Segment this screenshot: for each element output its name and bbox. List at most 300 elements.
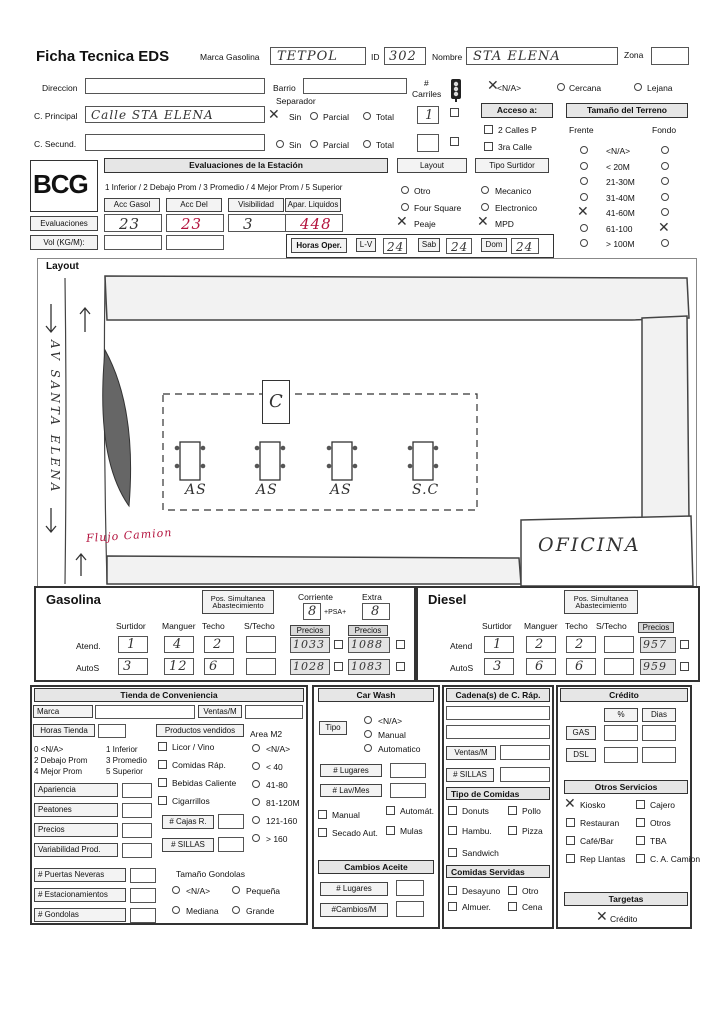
carwash-title: Car Wash (318, 688, 434, 702)
precio-extra-check[interactable] (396, 662, 405, 671)
tienda-count-label: # Gondolas (34, 908, 126, 922)
gas-atend-field[interactable] (164, 636, 194, 653)
tienda-area-label: < 40 (266, 762, 283, 772)
terreno-frente-radio[interactable] (580, 146, 588, 154)
sep2-parcial[interactable]: Parcial (323, 140, 349, 150)
precio-extra-value: 1083 (351, 660, 383, 673)
horas-label: Horas Oper. (291, 238, 347, 253)
diesel-autos-field[interactable] (484, 658, 514, 675)
pump-island (332, 442, 352, 480)
sep-parcial[interactable]: Parcial (323, 112, 349, 122)
surtidor-mec: Mecanico (495, 186, 532, 196)
corriente-field[interactable] (303, 603, 321, 620)
form-title: Ficha Tecnica EDS (36, 48, 170, 65)
diesel-precio-field[interactable] (640, 659, 676, 675)
terreno-fondo-radio[interactable] (661, 208, 669, 216)
eval-col-2: Visibilidad (228, 198, 284, 212)
pump-nozzle (434, 446, 439, 451)
terreno-frente-mark: ✕ (577, 204, 589, 220)
tienda-area-radio[interactable] (252, 816, 260, 824)
gas-atend-field[interactable] (246, 636, 276, 653)
gondola-radio[interactable] (232, 906, 240, 914)
terreno-fondo-radio[interactable] (661, 239, 669, 247)
tienda-attr-label: Precios (34, 823, 118, 837)
tienda-scale-item: 5 Superior (106, 767, 143, 776)
otros-label: Rep Llantas (580, 854, 626, 864)
layout-peaje-mark: ✕ (396, 214, 408, 230)
carwash-tipo-option: <N/A> (378, 716, 403, 726)
diesel-precio-check[interactable] (680, 662, 689, 671)
gas-atend-value: 1 (127, 637, 137, 652)
otros-label: C. A. Camion (650, 854, 701, 864)
gondola-radio[interactable] (232, 886, 240, 894)
pump-nozzle (353, 446, 358, 451)
tienda-attr-label: Apariencia (34, 783, 118, 797)
otros-check[interactable] (636, 800, 645, 809)
gondola-label: Mediana (186, 906, 219, 916)
proximity-cercana[interactable]: Cercana (569, 83, 602, 93)
gas-atend-field[interactable] (204, 636, 234, 653)
gondola-label: Grande (246, 906, 275, 916)
tienda-area-label: 81-120M (266, 798, 300, 808)
precio-extra-value: 1088 (351, 638, 383, 651)
aceite-cambios-field[interactable] (396, 901, 424, 917)
cadena-ventas-field[interactable] (500, 745, 550, 760)
gas-col-header: Manguer (162, 621, 196, 631)
credito-dsl-label: DSL (566, 748, 596, 762)
comida-tipo-check[interactable] (508, 806, 517, 815)
carriles2-field[interactable] (417, 134, 439, 152)
cadena-title: Cadena(s) de C. Ráp. (446, 688, 550, 702)
diesel-pos-sim: Pos. Simultanea Abastecimiento (564, 590, 638, 614)
credito-col-dias: Dias (642, 708, 676, 722)
nombre-label: Nombre (432, 52, 463, 62)
extra-label: Extra (362, 592, 382, 602)
pump-nozzle (327, 446, 332, 451)
gondola-radio[interactable] (172, 886, 180, 894)
otros-label: Restauran (580, 818, 620, 828)
tienda-count-field[interactable] (130, 888, 156, 903)
precio-extra-field[interactable] (348, 637, 390, 653)
tienda-count-field[interactable] (130, 868, 156, 883)
pump-nozzle (327, 464, 332, 469)
vol-field[interactable] (104, 235, 162, 250)
acceso-2calles: 2 Calles P (498, 125, 537, 135)
carwash-tipo-label: Tipo (319, 721, 347, 735)
otros-check[interactable] (636, 818, 645, 827)
diesel-col-header: Techo (565, 621, 588, 631)
tienda-prod-check[interactable] (158, 760, 167, 769)
tienda-attr-field[interactable] (122, 783, 152, 798)
cadena-sillas-label: # SILLAS (446, 768, 494, 782)
hours-sab-field[interactable] (446, 238, 472, 254)
credito-dsl-dias[interactable] (642, 747, 676, 763)
carwash-check[interactable] (386, 806, 395, 815)
diesel-autos-label: AutoS (450, 663, 474, 673)
aceite-lugares-field[interactable] (396, 880, 424, 896)
terreno-frente-radio[interactable] (580, 193, 588, 201)
tienda-prod-check[interactable] (158, 742, 167, 751)
gondola-label: Pequeña (246, 886, 281, 896)
parcial2-radio[interactable] (310, 140, 318, 148)
corriente-value: 8 (308, 604, 318, 619)
carwash-tipo-radio[interactable] (364, 716, 372, 724)
surtidor-elec-radio[interactable] (481, 203, 489, 211)
pump-nozzle (255, 446, 260, 451)
eval-col-0: Acc Gasol (104, 198, 160, 212)
sep-total[interactable]: Total (376, 112, 394, 122)
comidas-servidas-title: Comidas Servidas (446, 865, 550, 878)
pump-nozzle (175, 464, 180, 469)
otros-title: Otros Servicios (564, 780, 688, 794)
tienda-horas-field[interactable] (98, 724, 126, 738)
tienda-prod-label: Cigarrillos (172, 796, 210, 806)
carwash-lavmes-field[interactable] (390, 783, 426, 798)
total2-radio[interactable] (363, 140, 371, 148)
acceso-3calle: 3ra Calle (498, 142, 533, 152)
sep2-sin[interactable]: Sin (289, 140, 302, 150)
carwash-tipo-option: Manual (378, 730, 406, 740)
carwash-lugares-field[interactable] (390, 763, 426, 778)
day-sab: Sab (418, 238, 440, 252)
surtidor-elec: Electronico (495, 203, 538, 213)
terreno-fondo-radio[interactable] (661, 177, 669, 185)
precio-corriente-field[interactable] (290, 659, 330, 675)
aceite-title: Cambios Aceite (318, 860, 434, 874)
diesel-col-header: Precios (638, 622, 674, 633)
comida-tipo-label: Sandwich (462, 848, 499, 858)
gas-autos-field[interactable] (204, 658, 234, 675)
layout-button[interactable]: Layout (397, 158, 467, 173)
comida-servida-label: Otro (522, 886, 539, 896)
pump-nozzle (281, 464, 286, 469)
gas-autos-value: 6 (209, 659, 219, 674)
tienda-count-field[interactable] (130, 908, 156, 923)
hours-lv-field[interactable] (383, 238, 407, 254)
otros-check[interactable] (636, 836, 645, 845)
terreno-title: Tamaño del Terreno (566, 103, 688, 118)
tarjeta-label: Crédito (610, 914, 638, 924)
sep2-total[interactable]: Total (376, 140, 394, 150)
aceite-cambios-label: #Cambios/M (320, 903, 388, 917)
tienda-area-radio[interactable] (252, 780, 260, 788)
tienda-attr-field[interactable] (122, 823, 152, 838)
terreno-fondo-radio[interactable] (661, 193, 669, 201)
tienda-cajas-field[interactable] (218, 814, 244, 829)
total-radio[interactable] (363, 112, 371, 120)
eval-field-0[interactable] (104, 214, 162, 232)
eval-field-2[interactable] (228, 214, 286, 232)
tienda-scale-item: 0 <N/A> (34, 745, 64, 754)
tienda-area-label: <N/A> (266, 744, 291, 754)
diesel-atend-field[interactable] (484, 636, 514, 653)
tienda-area-label: 121-160 (266, 816, 298, 826)
tienda-cajas-label: # Cajas R. (162, 815, 214, 829)
parcial-radio[interactable] (310, 112, 318, 120)
tienda-attr-field[interactable] (122, 803, 152, 818)
proximity-lejana[interactable]: Lejana (647, 83, 673, 93)
na-proximity-mark: ✕ (487, 78, 499, 94)
carwash-tipo-radio[interactable] (364, 730, 372, 738)
diesel-atend-field[interactable] (526, 636, 556, 653)
barrio-label: Barrio (273, 83, 296, 93)
tienda-ventas-field[interactable] (245, 705, 303, 719)
diesel-col-header: Surtidor (482, 621, 512, 631)
tienda-scale-item: 4 Mejor Prom (34, 767, 83, 776)
traffic-light-icon (447, 78, 465, 102)
comida-tipo-check[interactable] (448, 826, 457, 835)
cadena-sillas-field[interactable] (500, 767, 550, 782)
cprincipal-field[interactable] (85, 106, 265, 123)
terreno-frente-radio[interactable] (580, 162, 588, 170)
credito-title: Crédito (560, 688, 688, 702)
tienda-scale-item: 2 Debajo Prom (34, 756, 88, 765)
surtidor-mpd: MPD (495, 219, 514, 229)
carwash-check[interactable] (318, 810, 327, 819)
tienda-area-radio[interactable] (252, 744, 260, 752)
pump-nozzle (353, 464, 358, 469)
flow-note: Flujo Camion (85, 526, 173, 545)
pump-label: AS (330, 482, 352, 498)
gas-atend-value: 4 (173, 637, 183, 652)
tienda-area-radio[interactable] (252, 798, 260, 806)
tipo-comidas-title: Tipo de Comidas (446, 787, 550, 800)
credito-tarjeta-mark: ✕ (596, 909, 608, 925)
terreno-row-label: < 20M (606, 161, 630, 172)
gas-autos-field[interactable] (118, 658, 148, 675)
tienda-prod-label: Licor / Vino (172, 742, 215, 752)
eval-field-3[interactable] (285, 214, 343, 232)
sin-mark: ✕ (268, 107, 280, 123)
otros-check[interactable] (566, 854, 575, 863)
productos-label: Productos vendidos (156, 724, 244, 737)
gas-atend-value: 2 (213, 637, 223, 652)
gas-autos-field[interactable] (164, 658, 194, 675)
gondolas-title: Tamaño Gondolas (176, 869, 245, 879)
credito-gas-pct[interactable] (604, 725, 638, 741)
diesel-precio-value: 957 (643, 638, 667, 651)
precio-corriente-check[interactable] (334, 640, 343, 649)
layout-peaje: Peaje (414, 219, 436, 229)
acceso-title: Acceso a: (481, 103, 553, 118)
comida-tipo-label: Pollo (522, 806, 541, 816)
marca-field[interactable] (270, 47, 366, 65)
cercana-radio[interactable] (557, 83, 565, 91)
id-field[interactable] (384, 47, 426, 65)
tienda-attr-field[interactable] (122, 843, 152, 858)
comida-tipo-check[interactable] (448, 848, 457, 857)
diesel-atend-field[interactable] (566, 636, 596, 653)
tipo-surtidor-button[interactable]: Tipo Surtidor (475, 158, 549, 173)
pump-nozzle (201, 446, 206, 451)
carwash-check[interactable] (318, 828, 327, 837)
gasolina-pos-sim: Pos. Simultanea Abastecimiento (202, 590, 274, 614)
hours-sab: 24 (451, 240, 469, 254)
hours-dom: 24 (516, 240, 534, 254)
hours-dom-field[interactable] (511, 238, 539, 254)
pump-label: S.C (412, 482, 440, 498)
diesel-precio-check[interactable] (680, 640, 689, 649)
surtidor-mec-radio[interactable] (481, 186, 489, 194)
tienda-sillas-field[interactable] (218, 837, 244, 852)
gas-autos-value: 3 (123, 659, 133, 674)
gas-autos-label: AutoS (76, 663, 100, 673)
lejana-radio[interactable] (634, 83, 642, 91)
precio-extra-field[interactable] (348, 659, 390, 675)
barrio-field[interactable] (303, 78, 407, 94)
layout-sketch-title: Layout (46, 261, 79, 272)
acceso-2calles-check[interactable] (484, 125, 493, 134)
diesel-autos-field[interactable] (566, 658, 596, 675)
comida-servida-check[interactable] (508, 886, 517, 895)
comida-servida-label: Cena (522, 902, 543, 912)
credito-gas-label: GAS (566, 726, 596, 740)
carriles-check[interactable] (450, 108, 459, 117)
cadena-field-2[interactable] (446, 725, 550, 739)
evaluaciones-side-label: Evaluaciones (30, 216, 98, 231)
carwash-check-label: Automát. (400, 806, 435, 816)
tienda-count-label: # Puertas Neveras (34, 868, 126, 882)
diesel-precio-value: 959 (643, 660, 667, 673)
precios-extra-header: Precios (348, 625, 388, 636)
carwash-check-label: Manual (332, 810, 360, 820)
terreno-frente-radio[interactable] (580, 177, 588, 185)
sep-sin[interactable]: Sin (289, 112, 302, 122)
terreno-row-label: > 100M (606, 239, 635, 249)
otros-label: Café/Bar (580, 836, 614, 846)
carwash-tipo-radio[interactable] (364, 744, 372, 752)
otros-label: Kiosko (580, 800, 606, 810)
diesel-atend-field[interactable] (604, 636, 634, 653)
sin2-radio[interactable] (276, 140, 284, 148)
tienda-attr-label: Variabilidad Prod. (34, 843, 118, 857)
tienda-title: Tienda de Conveniencia (34, 688, 304, 702)
tienda-area-radio[interactable] (252, 834, 260, 842)
proximity-na[interactable]: <N/A> (497, 83, 522, 93)
canopy-label: C (269, 391, 284, 412)
terreno-fondo-radio[interactable] (661, 146, 669, 154)
pump-label: AS (185, 482, 207, 498)
comida-servida-check[interactable] (508, 902, 517, 911)
layout-otro-radio[interactable] (401, 186, 409, 194)
acceso-3calle-check[interactable] (484, 142, 493, 151)
comida-servida-label: Desayuno (462, 886, 501, 896)
terreno-fondo-mark: ✕ (658, 219, 670, 236)
otros-check[interactable] (566, 836, 575, 845)
terreno-frente-radio[interactable] (580, 224, 588, 232)
comida-servida-check[interactable] (448, 886, 457, 895)
kiosko-mark: ✕ (564, 796, 576, 812)
tienda-marca-field[interactable] (95, 705, 195, 719)
tienda-area-label: 41-80 (266, 780, 288, 790)
comida-servida-label: Almuer. (462, 902, 491, 912)
gondola-radio[interactable] (172, 906, 180, 914)
eval-field-1[interactable] (166, 214, 224, 232)
gas-atend-field[interactable] (118, 636, 148, 653)
carriles-value: 1 (425, 108, 435, 123)
zona-label: Zona (624, 50, 644, 60)
vol-label: Vol (KG/M): (30, 235, 98, 250)
diesel-autos-field[interactable] (604, 658, 634, 675)
carriles2-check[interactable] (450, 137, 459, 146)
terreno-row-label: 41-60M (606, 208, 635, 218)
cadena-field-1[interactable] (446, 706, 550, 720)
diesel-atend-value: 2 (535, 637, 545, 652)
terreno-fondo-radio[interactable] (661, 162, 669, 170)
layout-four-radio[interactable] (401, 203, 409, 211)
extra-field[interactable] (362, 603, 390, 620)
id-label: ID (371, 52, 380, 62)
nombre-field[interactable] (466, 47, 618, 65)
terreno-row-label: <N/A> (606, 146, 631, 156)
gas-autos-value: 12 (169, 659, 188, 674)
precios-corriente-header: Precios (290, 625, 330, 636)
carwash-lavmes-label: # Lav/Mes (320, 784, 382, 797)
csecund-field[interactable] (85, 134, 265, 151)
tienda-prod-check[interactable] (158, 796, 167, 805)
direccion-field[interactable] (85, 78, 265, 94)
diesel-atend-value: 1 (493, 637, 503, 652)
comida-servida-check[interactable] (448, 902, 457, 911)
pump-nozzle (175, 446, 180, 451)
carriles-field[interactable] (417, 106, 439, 124)
diesel-title: Diesel (428, 592, 467, 607)
carwash-check[interactable] (386, 826, 395, 835)
day-lv: L-V (356, 238, 376, 252)
tienda-prod-check[interactable] (158, 778, 167, 787)
vol-field-2[interactable] (166, 235, 224, 250)
comida-tipo-check[interactable] (448, 806, 457, 815)
credito-dsl-pct[interactable] (604, 747, 638, 763)
tienda-marca-label: Marca (33, 705, 93, 718)
office-label: OFICINA (538, 534, 641, 556)
evaluaciones-title: Evaluaciones de la Estación (104, 158, 388, 173)
precio-corriente-field[interactable] (290, 637, 330, 653)
id-value: 302 (389, 49, 417, 64)
diesel-col-header: S/Techo (596, 621, 627, 631)
carwash-lugares-label: # Lugares (320, 764, 382, 777)
tienda-sillas-label: # SILLAS (162, 838, 214, 852)
diesel-autos-field[interactable] (526, 658, 556, 675)
otros-label: Otros (650, 818, 671, 828)
precio-corriente-value: 1028 (293, 660, 325, 673)
tienda-attr-label: Peatones (34, 803, 118, 817)
corriente-label: Corriente (298, 592, 333, 602)
pump-nozzle (255, 464, 260, 469)
pump-label: AS (256, 482, 278, 498)
precio-corriente-check[interactable] (334, 662, 343, 671)
tienda-area-radio[interactable] (252, 762, 260, 770)
gas-autos-field[interactable] (246, 658, 276, 675)
gondola-label: <N/A> (186, 886, 211, 896)
precio-extra-check[interactable] (396, 640, 405, 649)
otros-check[interactable] (566, 818, 575, 827)
zona-field[interactable] (651, 47, 689, 65)
carwash-check-label: Secado Aut. (332, 828, 378, 838)
diesel-autos-value: 6 (535, 659, 545, 674)
comida-tipo-check[interactable] (508, 826, 517, 835)
gas-col-header: Techo (202, 621, 225, 631)
evaluaciones-scale: 1 Inferior / 2 Debajo Prom / 3 Promedio / 4 Mejor Prom / 5 Superior (105, 183, 343, 192)
terreno-frente-radio[interactable] (580, 239, 588, 247)
credito-gas-dias[interactable] (642, 725, 676, 741)
diesel-atend-value: 2 (575, 637, 585, 652)
pump-nozzle (408, 446, 413, 451)
pump-island (180, 442, 200, 480)
otros-check[interactable] (636, 854, 645, 863)
diesel-precio-field[interactable] (640, 637, 676, 653)
precio-corriente-value: 1033 (293, 638, 325, 651)
